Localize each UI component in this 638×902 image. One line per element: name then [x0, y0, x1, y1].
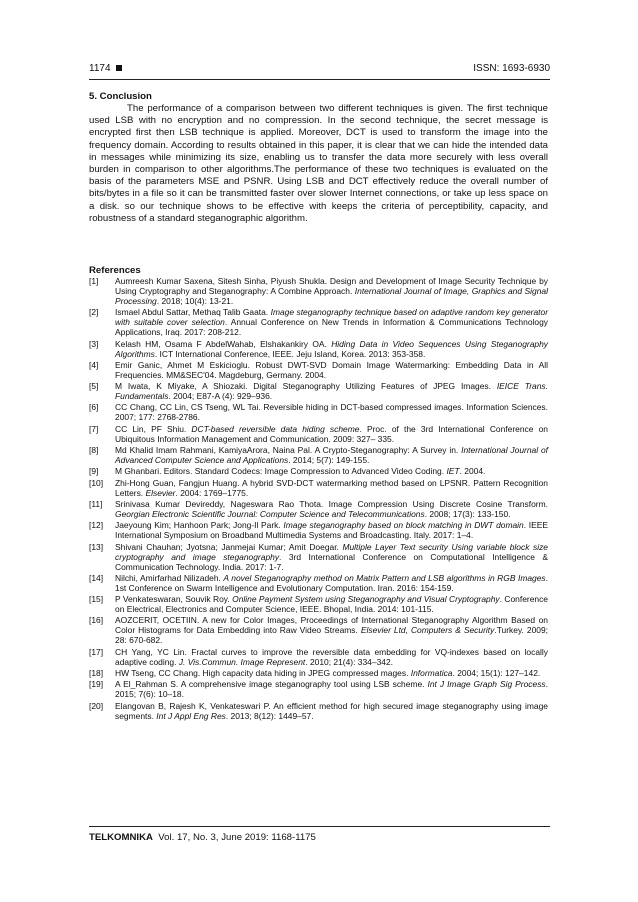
header-issn: ISSN: 1693-6930 — [473, 63, 550, 74]
references-heading: References — [89, 265, 141, 276]
reference-number: [4] — [89, 359, 99, 370]
reference-number: [20] — [89, 700, 104, 711]
reference-number: [10] — [89, 477, 104, 488]
footer-details: Vol. 17, No. 3, June 2019: 1168-1175 — [158, 832, 316, 843]
reference-item — [89, 360, 548, 380]
reference-item — [89, 647, 548, 667]
reference-item — [89, 339, 548, 359]
reference-text: Aumreesh Kumar Saxena, Sitesh Sinha, Piyush Shukla. Design and Development of Image Security Technique by Using Cryptography and Steganography: A Combine Approach. International Journal of Image, Graphics and Signal Processing. 2018; 10(4): 13-21. — [115, 276, 548, 306]
reference-number: [15] — [89, 594, 104, 605]
reference-number: [17] — [89, 646, 104, 657]
reference-number: [2] — [89, 307, 99, 318]
reference-item — [89, 668, 548, 678]
reference-number: [16] — [89, 615, 104, 626]
conclusion-paragraph: The performance of a comparison between two different techniques is given. The first technique used LSB with no encryption and no compression. In the second technique, the secret message is encrypted first then LSB technique is applied. Moreover, DCT is used to transform the image into the frequency domain. According to results obtained in this paper, it is clear that we can hide the intended data in messages while minimizing its size, enabling us to transfer the data more securely with less overall burden in comparison to other algorithms.The performance of these two techniques is evaluated on the basis of the parameters MSE and PSNR. Using LSB and DCT effectively reduce the overall number of bits/bytes in a file so it can be transmitted faster over slower Internet connections, or take up less space on a disk. so our technique shows to be effective with keeps the criteria of perceptibility, capacity, and robustness of a standard steganographic algorithm. — [89, 103, 548, 224]
reference-list — [89, 276, 548, 722]
reference-text: M Ghanbari. Editors. Standard Codecs: Image Compression to Advanced Video Coding. IET. 2004. — [115, 466, 486, 477]
reference-item — [89, 402, 548, 422]
header-divider — [89, 79, 550, 80]
reference-item — [89, 594, 548, 614]
header-page-number: 1174 — [89, 63, 122, 74]
reference-text: A El_Rahman S. A comprehensive image steganography tool using LSB scheme. Int J Image Graph Sig Process. 2015; 7(6): 10–18. — [115, 679, 548, 700]
reference-item — [89, 466, 548, 476]
reference-number: [19] — [89, 679, 104, 690]
reference-item — [89, 381, 548, 401]
reference-text: Jaeyoung Kim; Hanhoon Park; Jong-Il Park. Image steganography based on block matching in DWT domain. IEEE International Symposium on Broadband Multimedia Systems and Broadcasting. Italy. 2017: 1–4. — [115, 520, 548, 541]
reference-text: Srinivasa Kumar Devireddy, Nageswara Rao Thota. Image Compression Using Discrete Cosine Transform. Georgian Electronic Scientific Journal: Computer Science and Telecommunications. 2008; 17(3): 133-150. — [115, 498, 548, 519]
reference-item — [89, 445, 548, 465]
reference-text: M Iwata, K Miyake, A Shiozaki. Digital Steganography Utilizing Features of JPEG Images. IEICE Trans. Fundamentals. 2004; E87-A (4): 929–936. — [115, 381, 548, 402]
reference-text: Kelash HM, Osama F AbdelWahab, Elshakankiry OA. Hiding Data in Video Sequences Using Steganography Algorithms. ICT International Conference, IEEE. Jeju Island, Korea. 2013: 353-358. — [115, 338, 548, 359]
reference-text: CH Yang, YC Lin. Fractal curves to improve the reversible data embedding for VQ-indexes based on locally adaptive coding. J. Vis.Commun. Image Represent. 2010; 21(4): 334–342. — [115, 646, 548, 667]
reference-text: Nilchi, Amirfarhad Nilizadeh. A novel Steganography method on Matrix Pattern and LSB algorithms in RGB Images. 1st Conference on Swarm Intelligence and Evolutionary Computation. Iran. 2016: 154-159. — [115, 572, 549, 593]
reference-text: Elangovan B, Rajesh K, Venkateswari P. An efficient method for high secured image steganography using image segments. Int J Appl Eng Res. 2013; 8(12): 1449–57. — [115, 700, 548, 721]
reference-text: Zhi-Hong Guan, Fangjun Huang. A hybrid SVD-DCT watermarking method based on LPSNR. Pattern Recognition Letters. Elsevier. 2004: 1769–1775. — [115, 477, 548, 498]
reference-number: [7] — [89, 423, 99, 434]
reference-number: [11] — [89, 498, 103, 509]
reference-number: [14] — [89, 572, 104, 583]
reference-text: HW Tseng, CC Chang. High capacity data hiding in JPEG compressed mages. Informatica. 2004; 15(1): 127–142. — [115, 668, 541, 679]
reference-number: [9] — [89, 466, 99, 477]
reference-item — [89, 307, 548, 337]
reference-number: [1] — [89, 276, 99, 286]
running-header — [89, 63, 550, 74]
reference-item — [89, 276, 548, 306]
reference-item — [89, 424, 548, 444]
footer-divider — [89, 826, 550, 827]
reference-text: Shivani Chauhan; Jyotsna; Janmejai Kumar; Amit Doegar. Multiple Layer Text security Using variable block size cryptography and image steganography. 3rd International Conference on Computational Intelligence & Communication Technology. India. 2017: 1-7. — [115, 541, 548, 572]
reference-item — [89, 701, 548, 721]
reference-item — [89, 573, 548, 593]
reference-item — [89, 542, 548, 572]
reference-item — [89, 615, 548, 645]
reference-text: CC Lin, PF Shiu. DCT-based reversible data hiding scheme. Proc. of the 3rd International Conference on Ubiquitous Information Management and Communication. 2009: 327– 335. — [115, 423, 548, 444]
footer-journal: TELKOMNIKA — [89, 832, 153, 843]
reference-number: [6] — [89, 402, 99, 413]
conclusion-heading: 5. Conclusion — [89, 91, 152, 102]
reference-item — [89, 499, 548, 519]
reference-text: Md Khalid Imam Rahmani, KamiyaArora, Naina Pal. A Crypto-Steganography: A Survey in. International Journal of Advanced Computer Science and Applications. 2014; 5(7): 149-155. — [115, 445, 548, 466]
reference-number: [13] — [89, 541, 104, 552]
running-footer — [89, 832, 316, 843]
reference-item — [89, 679, 548, 699]
reference-number: [5] — [89, 381, 99, 392]
reference-text: Emir Ganic, Ahmet M Eskicioglu. Robust DWT-SVD Domain Image Watermarking: Embedding Data in All Frequencies. MM&SEC'04. Magdeburg, Germany. 2004. — [115, 359, 548, 380]
reference-number: [12] — [89, 520, 104, 531]
reference-number: [3] — [89, 338, 99, 349]
square-bullet-icon — [116, 65, 122, 71]
reference-number: [8] — [89, 445, 99, 456]
reference-text: AOZCERIT, OCETIIN. A new for Color Images, Proceedings of International Steganography Algorithm Based on Color Histograms for Data Embedding into Raw Video Streams. Elsevier Ltd, Computers & Security.Turkey. 2009; 28: 670-682. — [115, 615, 548, 646]
reference-item — [89, 520, 548, 540]
reference-item — [89, 478, 548, 498]
reference-number: [18] — [89, 668, 104, 679]
reference-text: CC Chang, CC Lin, CS Tseng, WL Tai. Reversible hiding in DCT-based compressed images. Information Sciences. 2007; 177: 2768-2786. — [115, 402, 548, 423]
reference-text: P Venkateswaran, Souvik Roy. Online Payment System using Steganography and Visual Cryptography. Conference on Electrical, Electronics and Computer Science, IEEE. Bhopal, India. 2014: 101-115. — [115, 594, 548, 615]
reference-text: Ismael Abdul Sattar, Methaq Talib Gaata. Image steganography technique based on adaptive random key generator with suitable cover selection. Annual Conference on New Trends in Information & Communications Technology Applications, Iraq. 2017: 208-212. — [115, 307, 548, 338]
